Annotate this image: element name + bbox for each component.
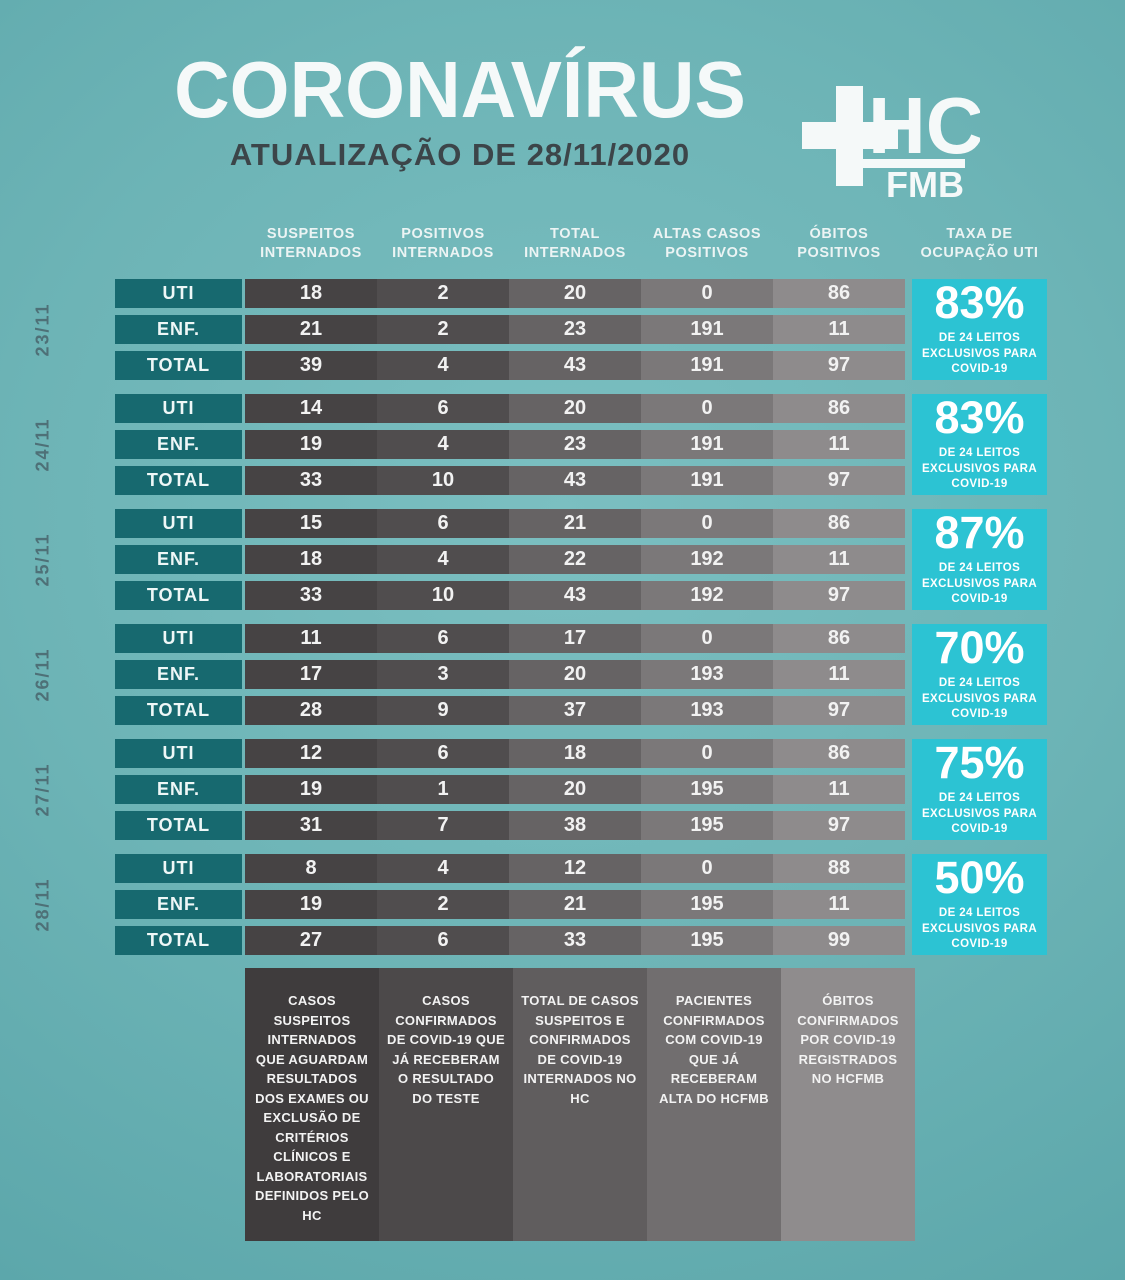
value-cell: 86 bbox=[773, 279, 905, 308]
occupancy-percentage: 87% bbox=[934, 506, 1025, 558]
occupancy-note: DE 24 LEITOS EXCLUSIVOS PARA COVID-19 bbox=[921, 447, 1038, 491]
value-cell: 195 bbox=[641, 811, 773, 840]
value-cell: 191 bbox=[641, 315, 773, 344]
value-cell: 0 bbox=[641, 739, 773, 768]
value-cell: 86 bbox=[773, 509, 905, 538]
occupancy-note: DE 24 LEITOS EXCLUSIVOS PARA COVID-19 bbox=[921, 792, 1038, 836]
row-label-enf: ENF. bbox=[115, 890, 242, 919]
value-cell: 88 bbox=[773, 854, 905, 883]
row-label-total: TOTAL bbox=[115, 581, 242, 610]
value-cell: 0 bbox=[641, 279, 773, 308]
value-cell: 27 bbox=[245, 926, 377, 955]
column-header: ÓBITOS POSITIVOS bbox=[797, 226, 881, 261]
uti-occupancy-box bbox=[912, 736, 1047, 840]
value-cell: 6 bbox=[377, 926, 509, 955]
row-label-enf: ENF. bbox=[115, 545, 242, 574]
occupancy-note: DE 24 LEITOS EXCLUSIVOS PARA COVID-19 bbox=[921, 562, 1038, 606]
occupancy-percentage: 75% bbox=[934, 736, 1025, 788]
footnote-box: ÓBITOS CONFIRMADOS POR COVID-19 REGISTRADOS NO HCFMB bbox=[781, 968, 915, 1241]
value-cell: 193 bbox=[641, 696, 773, 725]
date-label-text: 24/11 bbox=[32, 417, 53, 472]
value-cell: 11 bbox=[773, 660, 905, 689]
value-cell: 192 bbox=[641, 545, 773, 574]
value-cell: 23 bbox=[509, 430, 641, 459]
value-cell: 4 bbox=[377, 351, 509, 380]
value-cell: 19 bbox=[245, 890, 377, 919]
footnote-box: CASOS SUSPEITOS INTERNADOS QUE AGUARDAM RESULTADOS DOS EXAMES OU EXCLUSÃO DE CRITÉRIOS CLÍNICOS E LABORATORIAIS DEFINIDOS PELO HC bbox=[245, 968, 379, 1241]
value-cell: 6 bbox=[377, 624, 509, 653]
value-cell: 33 bbox=[509, 926, 641, 955]
row-label-uti: UTI bbox=[115, 509, 242, 538]
hcfmb-logo bbox=[800, 60, 980, 200]
row-label-uti: UTI bbox=[115, 394, 242, 423]
value-cell: 0 bbox=[641, 509, 773, 538]
value-cell: 86 bbox=[773, 394, 905, 423]
value-cell: 33 bbox=[245, 581, 377, 610]
value-cell: 11 bbox=[773, 430, 905, 459]
value-cell: 10 bbox=[377, 581, 509, 610]
row-label-enf: ENF. bbox=[115, 660, 242, 689]
date-group bbox=[32, 276, 1060, 380]
value-cell: 12 bbox=[245, 739, 377, 768]
value-cell: 97 bbox=[773, 581, 905, 610]
uti-occupancy-box bbox=[912, 851, 1047, 955]
value-cell: 18 bbox=[245, 545, 377, 574]
value-cell: 31 bbox=[245, 811, 377, 840]
footnote-box: PACIENTES CONFIRMADOS COM COVID-19 QUE JÁ RECEBERAM ALTA DO HCFMB bbox=[647, 968, 781, 1241]
value-cell: 11 bbox=[773, 315, 905, 344]
date-group bbox=[32, 851, 1060, 955]
logo-secondary-text: FMB bbox=[886, 164, 964, 200]
value-cell: 1 bbox=[377, 775, 509, 804]
value-cell: 8 bbox=[245, 854, 377, 883]
value-cell: 86 bbox=[773, 624, 905, 653]
row-label-total: TOTAL bbox=[115, 696, 242, 725]
value-cell: 99 bbox=[773, 926, 905, 955]
date-label-text: 28/11 bbox=[32, 877, 53, 932]
page-subtitle: ATUALIZAÇÃO DE 28/11/2020 bbox=[229, 137, 691, 172]
value-cell: 11 bbox=[773, 775, 905, 804]
column-header: POSITIVOS INTERNADOS bbox=[392, 226, 494, 261]
value-cell: 18 bbox=[245, 279, 377, 308]
date-label bbox=[21, 279, 65, 380]
value-cell: 23 bbox=[509, 315, 641, 344]
row-label-uti: UTI bbox=[115, 624, 242, 653]
row-label-uti: UTI bbox=[115, 279, 242, 308]
value-cell: 19 bbox=[245, 775, 377, 804]
value-cell: 97 bbox=[773, 351, 905, 380]
column-header: TOTAL INTERNADOS bbox=[524, 226, 626, 261]
value-cell: 3 bbox=[377, 660, 509, 689]
value-cell: 20 bbox=[509, 279, 641, 308]
value-cell: 4 bbox=[377, 430, 509, 459]
value-cell: 33 bbox=[245, 466, 377, 495]
date-label bbox=[21, 624, 65, 725]
value-cell: 11 bbox=[245, 624, 377, 653]
value-cell: 2 bbox=[377, 315, 509, 344]
value-cell: 28 bbox=[245, 696, 377, 725]
page-title: CORONAVÍRUS bbox=[174, 45, 746, 135]
value-cell: 11 bbox=[773, 890, 905, 919]
value-cell: 22 bbox=[509, 545, 641, 574]
value-cell: 97 bbox=[773, 811, 905, 840]
value-cell: 191 bbox=[641, 351, 773, 380]
row-label-uti: UTI bbox=[115, 739, 242, 768]
date-group bbox=[32, 736, 1060, 840]
row-label-total: TOTAL bbox=[115, 926, 242, 955]
value-cell: 6 bbox=[377, 739, 509, 768]
value-cell: 2 bbox=[377, 279, 509, 308]
value-cell: 0 bbox=[641, 624, 773, 653]
value-cell: 192 bbox=[641, 581, 773, 610]
value-cell: 9 bbox=[377, 696, 509, 725]
value-cell: 43 bbox=[509, 466, 641, 495]
value-cell: 43 bbox=[509, 351, 641, 380]
value-cell: 0 bbox=[641, 394, 773, 423]
value-cell: 0 bbox=[641, 854, 773, 883]
occupancy-percentage: 50% bbox=[934, 851, 1025, 903]
value-cell: 19 bbox=[245, 430, 377, 459]
value-cell: 10 bbox=[377, 466, 509, 495]
value-cell: 191 bbox=[641, 430, 773, 459]
date-label-text: 27/11 bbox=[32, 762, 53, 817]
value-cell: 195 bbox=[641, 775, 773, 804]
data-table bbox=[32, 225, 1060, 969]
date-groups bbox=[32, 276, 1060, 955]
row-label-enf: ENF. bbox=[115, 315, 242, 344]
column-headers bbox=[115, 225, 1060, 263]
value-cell: 21 bbox=[509, 890, 641, 919]
occupancy-percentage: 83% bbox=[934, 391, 1025, 443]
footnotes bbox=[245, 968, 915, 1241]
value-cell: 20 bbox=[509, 394, 641, 423]
row-label-uti: UTI bbox=[115, 854, 242, 883]
value-cell: 2 bbox=[377, 890, 509, 919]
uti-occupancy-box bbox=[912, 391, 1047, 495]
logo-primary-text: HC bbox=[868, 81, 980, 170]
value-cell: 4 bbox=[377, 854, 509, 883]
column-header: ALTAS CASOS POSITIVOS bbox=[652, 226, 762, 261]
value-cell: 86 bbox=[773, 739, 905, 768]
value-cell: 6 bbox=[377, 394, 509, 423]
occupancy-note: DE 24 LEITOS EXCLUSIVOS PARA COVID-19 bbox=[921, 332, 1038, 376]
column-header: TAXA DE OCUPAÇÃO UTI bbox=[920, 226, 1039, 261]
date-label bbox=[21, 394, 65, 495]
row-label-total: TOTAL bbox=[115, 351, 242, 380]
value-cell: 39 bbox=[245, 351, 377, 380]
row-label-total: TOTAL bbox=[115, 466, 242, 495]
value-cell: 17 bbox=[245, 660, 377, 689]
value-cell: 6 bbox=[377, 509, 509, 538]
occupancy-note: DE 24 LEITOS EXCLUSIVOS PARA COVID-19 bbox=[921, 907, 1038, 951]
occupancy-percentage: 70% bbox=[934, 621, 1025, 673]
uti-occupancy-box bbox=[912, 276, 1047, 380]
date-group bbox=[32, 391, 1060, 495]
value-cell: 15 bbox=[245, 509, 377, 538]
value-cell: 11 bbox=[773, 545, 905, 574]
value-cell: 17 bbox=[509, 624, 641, 653]
date-label-text: 23/11 bbox=[32, 302, 53, 357]
column-header: SUSPEITOS INTERNADOS bbox=[260, 226, 362, 261]
value-cell: 20 bbox=[509, 660, 641, 689]
value-cell: 193 bbox=[641, 660, 773, 689]
value-cell: 20 bbox=[509, 775, 641, 804]
value-cell: 97 bbox=[773, 466, 905, 495]
value-cell: 18 bbox=[509, 739, 641, 768]
header bbox=[150, 45, 770, 173]
value-cell: 38 bbox=[509, 811, 641, 840]
date-label bbox=[21, 854, 65, 955]
row-label-total: TOTAL bbox=[115, 811, 242, 840]
medical-cross-icon bbox=[800, 60, 980, 200]
date-group bbox=[32, 621, 1060, 725]
date-label bbox=[21, 509, 65, 610]
value-cell: 21 bbox=[245, 315, 377, 344]
uti-occupancy-box bbox=[912, 506, 1047, 610]
value-cell: 14 bbox=[245, 394, 377, 423]
date-group bbox=[32, 506, 1060, 610]
date-label bbox=[21, 739, 65, 840]
value-cell: 43 bbox=[509, 581, 641, 610]
row-label-enf: ENF. bbox=[115, 430, 242, 459]
value-cell: 12 bbox=[509, 854, 641, 883]
footnote-box: CASOS CONFIRMADOS DE COVID-19 QUE JÁ RECEBERAM O RESULTADO DO TESTE bbox=[379, 968, 513, 1241]
value-cell: 195 bbox=[641, 890, 773, 919]
value-cell: 7 bbox=[377, 811, 509, 840]
value-cell: 21 bbox=[509, 509, 641, 538]
value-cell: 191 bbox=[641, 466, 773, 495]
uti-occupancy-box bbox=[912, 621, 1047, 725]
row-label-enf: ENF. bbox=[115, 775, 242, 804]
occupancy-note: DE 24 LEITOS EXCLUSIVOS PARA COVID-19 bbox=[921, 677, 1038, 721]
value-cell: 4 bbox=[377, 545, 509, 574]
value-cell: 97 bbox=[773, 696, 905, 725]
date-label-text: 25/11 bbox=[32, 532, 53, 587]
value-cell: 195 bbox=[641, 926, 773, 955]
value-cell: 37 bbox=[509, 696, 641, 725]
footnote-box: TOTAL DE CASOS SUSPEITOS E CONFIRMADOS DE COVID-19 INTERNADOS NO HC bbox=[513, 968, 647, 1241]
date-label-text: 26/11 bbox=[32, 647, 53, 702]
occupancy-percentage: 83% bbox=[934, 276, 1025, 328]
